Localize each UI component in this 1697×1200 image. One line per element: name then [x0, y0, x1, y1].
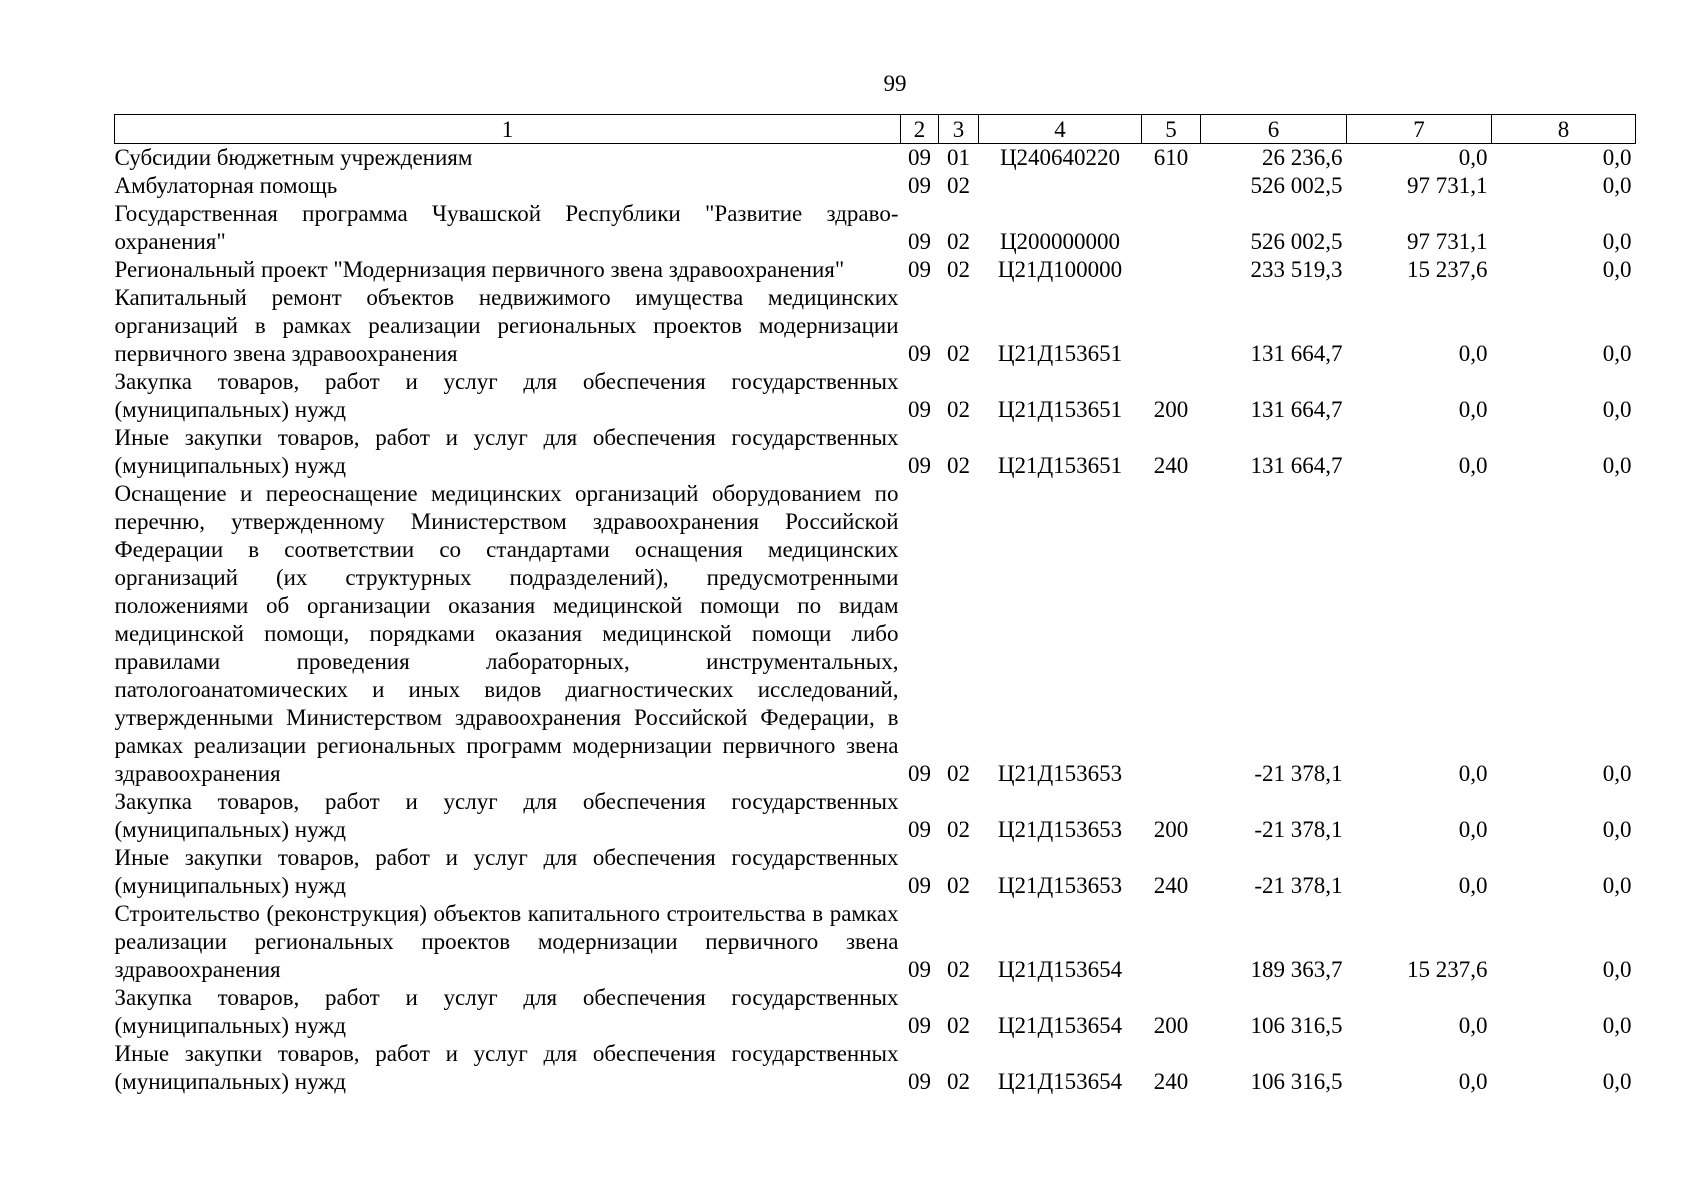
row-subsection: 02	[947, 1069, 970, 1094]
row-amount-col8: 0,0	[1602, 341, 1632, 366]
row-section: 09	[908, 453, 931, 478]
row-subsection: 02	[947, 957, 970, 982]
row-amount-total: 526 002,5	[1250, 229, 1343, 254]
row-amount-col8: 0,0	[1602, 761, 1632, 786]
row-amount-total: 189 363,7	[1250, 957, 1343, 982]
row-expense-type: 200	[1153, 817, 1189, 842]
header-col-2: 2	[901, 115, 939, 144]
row-target-article: Ц21Д153654	[997, 1013, 1123, 1038]
row-section: 09	[908, 1069, 931, 1094]
row-target-article: Ц21Д100000	[997, 257, 1123, 282]
row-amount-col7: 15 237,6	[1407, 257, 1488, 282]
row-amount-col8: 0,0	[1602, 1069, 1632, 1094]
row-section: 09	[908, 1013, 931, 1038]
row-target-article: Ц21Д153653	[997, 761, 1123, 786]
row-amount-col8: 0,0	[1602, 453, 1632, 478]
row-name: Оснащение и переоснащение медицинских организаций оборудованием по перечню, утвержденному Министерством здравоохранения Российской Федерации в соответствии со стандартами оснащения медицинских организаций (их структурных подразделений), предусмотренными положениями об организации оказания медицинской помощи по видам медицинской помощи, порядками оказания медицинской помощи либо правилами проведения лабораторных, инструментальных, патологоанатомических и иных видов диагностических исследований, утвержденными Министерством здравоохранения Российской Федерации, в рамках реализации региональных программ модернизации первичного звена здравоохранения	[114, 481, 899, 786]
row-amount-col8: 0,0	[1602, 817, 1632, 842]
table-body	[115, 144, 1636, 1097]
row-name: Субсидии бюджетным учреждениям	[114, 145, 473, 170]
row-target-article: Ц21Д153651	[997, 341, 1123, 366]
row-amount-col7: 0,0	[1458, 145, 1488, 170]
table-row	[115, 144, 1636, 173]
header-col-6: 6	[1201, 115, 1347, 144]
row-amount-col7: 97 731,1	[1407, 173, 1488, 198]
row-target-article: Ц21Д153654	[997, 1069, 1123, 1094]
row-expense-type: 240	[1153, 453, 1189, 478]
header-col-1: 1	[115, 115, 901, 144]
table-row	[115, 172, 1636, 200]
header-row	[115, 115, 1636, 144]
row-amount-col7: 0,0	[1458, 1013, 1488, 1038]
row-amount-total: -21 378,1	[1254, 873, 1343, 898]
row-amount-col8: 0,0	[1602, 957, 1632, 982]
header-col-7: 7	[1347, 115, 1492, 144]
row-subsection: 02	[947, 873, 970, 898]
row-expense-type	[1142, 200, 1201, 256]
row-amount-col8: 0,0	[1602, 873, 1632, 898]
row-expense-type: 610	[1153, 145, 1189, 170]
page-number: 99	[883, 71, 907, 96]
row-amount-total: 131 664,7	[1250, 453, 1343, 478]
row-amount-total: 106 316,5	[1250, 1069, 1343, 1094]
row-subsection: 02	[947, 173, 970, 198]
row-section: 09	[908, 817, 931, 842]
row-name: Закупка товаров, работ и услуг для обеспечения государственных (муниципальных) нужд	[114, 369, 899, 422]
row-expense-type	[1142, 256, 1201, 284]
row-target-article: Ц240640220	[999, 145, 1121, 170]
row-expense-type: 240	[1153, 1069, 1189, 1094]
row-name: Иные закупки товаров, работ и услуг для обеспечения государственных (муниципальных) нужд	[114, 1041, 899, 1094]
row-amount-col8: 0,0	[1602, 1013, 1632, 1038]
row-target-article: Ц21Д153653	[997, 817, 1123, 842]
row-name: Государственная программа Чувашской Республики "Развитие здраво-охранения"	[114, 201, 899, 254]
row-subsection: 02	[947, 229, 970, 254]
row-amount-col8: 0,0	[1602, 397, 1632, 422]
row-target-article: Ц200000000	[999, 229, 1121, 254]
row-amount-total: 26 236,6	[1262, 145, 1343, 170]
row-amount-col7: 97 731,1	[1407, 229, 1488, 254]
table-row	[115, 900, 1636, 984]
row-expense-type: 200	[1153, 397, 1189, 422]
row-amount-col7: 0,0	[1458, 453, 1488, 478]
row-section: 09	[908, 173, 931, 198]
table-row	[115, 788, 1636, 844]
header-col-8: 8	[1492, 115, 1636, 144]
row-amount-col7: 0,0	[1458, 1069, 1488, 1094]
row-name: Закупка товаров, работ и услуг для обеспечения государственных (муниципальных) нужд	[114, 789, 899, 842]
header-col-4: 4	[979, 115, 1142, 144]
row-target-article	[979, 172, 1142, 200]
row-subsection: 02	[947, 761, 970, 786]
row-subsection: 02	[947, 257, 970, 282]
table-header	[115, 115, 1636, 144]
table-row	[115, 480, 1636, 788]
row-name: Региональный проект "Модернизация первичного звена здравоохранения"	[114, 257, 845, 282]
row-amount-col7: 0,0	[1458, 817, 1488, 842]
table-row	[115, 284, 1636, 368]
row-name: Амбулаторная помощь	[114, 173, 338, 198]
row-amount-col8: 0,0	[1602, 173, 1632, 198]
row-subsection: 01	[947, 145, 970, 170]
row-target-article: Ц21Д153654	[997, 957, 1123, 982]
row-amount-col8: 0,0	[1602, 145, 1632, 170]
row-amount-total: 131 664,7	[1250, 341, 1343, 366]
row-amount-col7: 15 237,6	[1407, 957, 1488, 982]
row-subsection: 02	[947, 1013, 970, 1038]
row-name: Иные закупки товаров, работ и услуг для обеспечения государственных (муниципальных) нужд	[114, 845, 899, 898]
row-section: 09	[908, 229, 931, 254]
table-row	[115, 984, 1636, 1040]
budget-table	[114, 114, 1636, 1096]
row-expense-type: 240	[1153, 873, 1189, 898]
table-row	[115, 844, 1636, 900]
row-section: 09	[908, 761, 931, 786]
row-subsection: 02	[947, 817, 970, 842]
header-col-5: 5	[1142, 115, 1201, 144]
row-subsection: 02	[947, 397, 970, 422]
row-amount-col7: 0,0	[1458, 873, 1488, 898]
row-amount-col7: 0,0	[1458, 761, 1488, 786]
header-col-3: 3	[939, 115, 979, 144]
row-target-article: Ц21Д153651	[997, 453, 1123, 478]
row-amount-total: 233 519,3	[1250, 257, 1343, 282]
table-row	[115, 368, 1636, 424]
row-amount-col7: 0,0	[1458, 341, 1488, 366]
row-target-article: Ц21Д153653	[997, 873, 1123, 898]
row-amount-total: 106 316,5	[1250, 1013, 1343, 1038]
row-section: 09	[908, 957, 931, 982]
table-row	[115, 1040, 1636, 1096]
row-amount-total: -21 378,1	[1254, 817, 1343, 842]
row-name: Строительство (реконструкция) объектов капитального строительства в рамках реализации региональных проектов модернизации первичного звена здравоохранения	[114, 901, 899, 982]
row-amount-col7: 0,0	[1458, 397, 1488, 422]
row-amount-total: 131 664,7	[1250, 397, 1343, 422]
row-target-article: Ц21Д153651	[997, 397, 1123, 422]
row-name: Иные закупки товаров, работ и услуг для обеспечения государственных (муниципальных) нужд	[114, 425, 899, 478]
row-expense-type	[1142, 900, 1201, 984]
row-subsection: 02	[947, 341, 970, 366]
row-amount-col8: 0,0	[1602, 257, 1632, 282]
row-amount-total: 526 002,5	[1250, 173, 1343, 198]
table-row	[115, 424, 1636, 480]
row-expense-type	[1142, 480, 1201, 788]
row-expense-type: 200	[1153, 1013, 1189, 1038]
row-amount-total: -21 378,1	[1254, 761, 1343, 786]
table-row	[115, 200, 1636, 256]
row-section: 09	[908, 341, 931, 366]
row-section: 09	[908, 257, 931, 282]
row-subsection: 02	[947, 453, 970, 478]
row-section: 09	[908, 397, 931, 422]
row-expense-type	[1142, 284, 1201, 368]
table-row	[115, 256, 1636, 284]
row-amount-col8: 0,0	[1602, 229, 1632, 254]
row-section: 09	[908, 873, 931, 898]
row-name: Закупка товаров, работ и услуг для обеспечения государственных (муниципальных) нужд	[114, 985, 899, 1038]
row-section: 09	[908, 145, 931, 170]
row-name: Капитальный ремонт объектов недвижимого имущества медицинских организаций в рамках реализации региональных проектов модернизации первичного звена здравоохранения	[114, 285, 899, 366]
row-expense-type	[1142, 172, 1201, 200]
